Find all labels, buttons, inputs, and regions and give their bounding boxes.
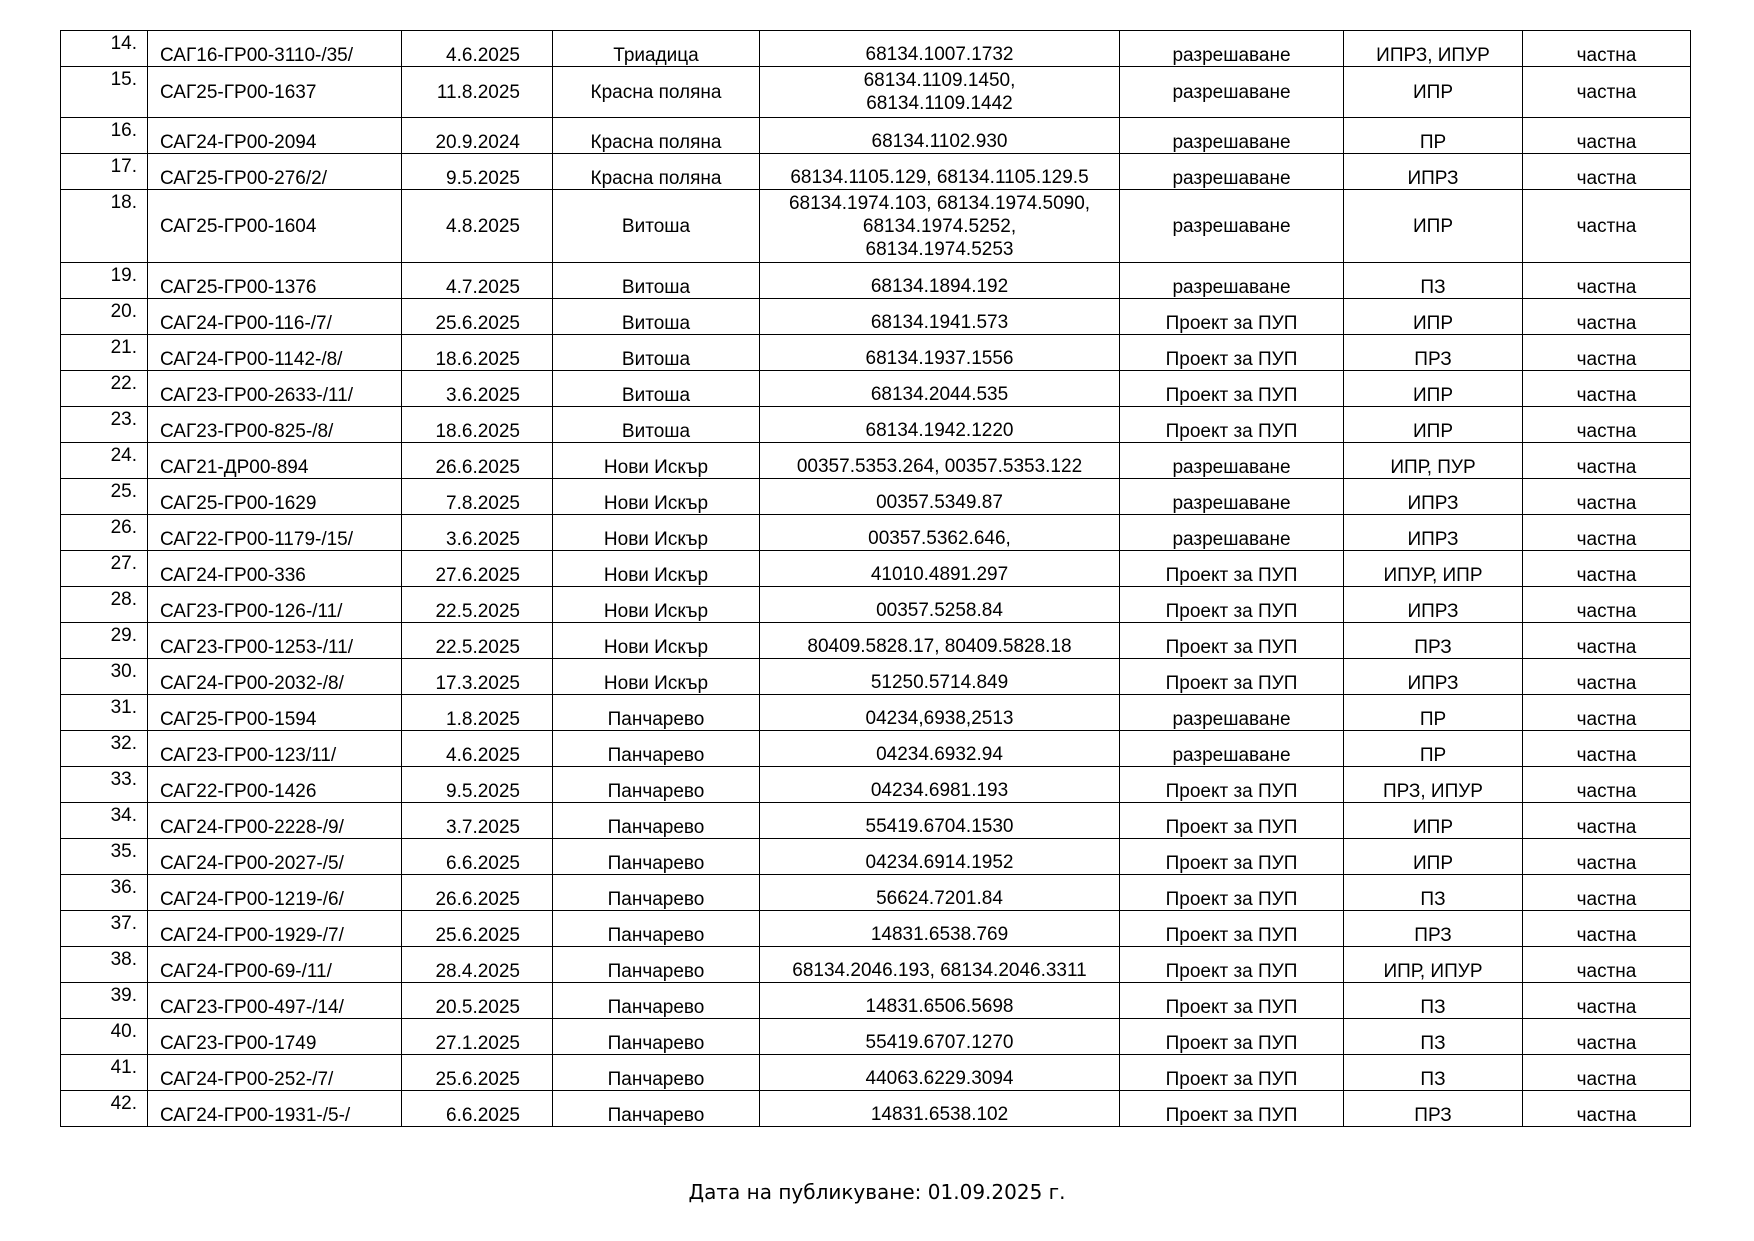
- district-cell: Нови Искър: [553, 623, 760, 659]
- file-number: САГ25-ГР00-276/2/: [148, 154, 402, 190]
- ownership-cell: частна: [1523, 1055, 1691, 1091]
- ownership-cell: частна: [1523, 67, 1691, 118]
- parcels-cell: 68134.1102.930: [760, 118, 1120, 154]
- table-row: [61, 659, 1691, 695]
- row-number: 20.: [61, 299, 148, 335]
- stage-cell: разрешаване: [1120, 515, 1344, 551]
- district-cell: Витоша: [553, 299, 760, 335]
- row-number: 38.: [61, 947, 148, 983]
- district-cell: Витоша: [553, 371, 760, 407]
- row-number: 27.: [61, 551, 148, 587]
- date-cell: 20.9.2024: [402, 118, 553, 154]
- district-cell: Витоша: [553, 335, 760, 371]
- district-cell: Витоша: [553, 407, 760, 443]
- ownership-cell: частна: [1523, 118, 1691, 154]
- parcels-cell: 04234.6981.193: [760, 767, 1120, 803]
- row-number: 24.: [61, 443, 148, 479]
- plan-type-cell: ПЗ: [1344, 1019, 1523, 1055]
- plan-type-cell: ИПРЗ: [1344, 154, 1523, 190]
- date-cell: 17.3.2025: [402, 659, 553, 695]
- date-cell: 4.6.2025: [402, 731, 553, 767]
- stage-cell: Проект за ПУП: [1120, 911, 1344, 947]
- date-cell: 9.5.2025: [402, 767, 553, 803]
- table-body: [61, 31, 1691, 1127]
- parcels-cell: 14831.6538.102: [760, 1091, 1120, 1127]
- date-cell: 11.8.2025: [402, 67, 553, 118]
- parcels-cell: 14831.6506.5698: [760, 983, 1120, 1019]
- row-number: 29.: [61, 623, 148, 659]
- row-number: 22.: [61, 371, 148, 407]
- parcels-cell: 04234.6914.1952: [760, 839, 1120, 875]
- stage-cell: разрешаване: [1120, 263, 1344, 299]
- plan-type-cell: ИПР: [1344, 190, 1523, 263]
- row-number: 40.: [61, 1019, 148, 1055]
- plan-type-cell: ПРЗ: [1344, 911, 1523, 947]
- table-row: [61, 443, 1691, 479]
- file-number: САГ24-ГР00-2228-/9/: [148, 803, 402, 839]
- stage-cell: разрешаване: [1120, 154, 1344, 190]
- registry-table: [60, 30, 1691, 1127]
- district-cell: Нови Искър: [553, 659, 760, 695]
- date-cell: 25.6.2025: [402, 1055, 553, 1091]
- ownership-cell: частна: [1523, 31, 1691, 67]
- table-row: [61, 479, 1691, 515]
- parcels-cell: 51250.5714.849: [760, 659, 1120, 695]
- date-cell: 4.8.2025: [402, 190, 553, 263]
- ownership-cell: частна: [1523, 1091, 1691, 1127]
- parcels-cell: 00357.5362.646,: [760, 515, 1120, 551]
- table-row: [61, 695, 1691, 731]
- file-number: САГ24-ГР00-69-/11/: [148, 947, 402, 983]
- row-number: 17.: [61, 154, 148, 190]
- table-row: [61, 371, 1691, 407]
- district-cell: Панчарево: [553, 875, 760, 911]
- table-row: [61, 154, 1691, 190]
- row-number: 25.: [61, 479, 148, 515]
- parcels-cell: 68134.1109.1450, 68134.1109.1442: [760, 67, 1120, 118]
- file-number: САГ16-ГР00-3110-/35/: [148, 31, 402, 67]
- row-number: 35.: [61, 839, 148, 875]
- district-cell: Нови Искър: [553, 551, 760, 587]
- district-cell: Панчарево: [553, 1019, 760, 1055]
- file-number: САГ24-ГР00-1219-/6/: [148, 875, 402, 911]
- parcels-cell: 55419.6707.1270: [760, 1019, 1120, 1055]
- row-number: 36.: [61, 875, 148, 911]
- stage-cell: Проект за ПУП: [1120, 371, 1344, 407]
- parcels-cell: 56624.7201.84: [760, 875, 1120, 911]
- row-number: 30.: [61, 659, 148, 695]
- date-cell: 6.6.2025: [402, 839, 553, 875]
- plan-type-cell: ПЗ: [1344, 263, 1523, 299]
- row-number: 26.: [61, 515, 148, 551]
- table-row: [61, 803, 1691, 839]
- parcels-cell: 68134.1007.1732: [760, 31, 1120, 67]
- date-cell: 27.1.2025: [402, 1019, 553, 1055]
- row-number: 37.: [61, 911, 148, 947]
- ownership-cell: частна: [1523, 515, 1691, 551]
- district-cell: Нови Искър: [553, 515, 760, 551]
- district-cell: Нови Искър: [553, 479, 760, 515]
- file-number: САГ22-ГР00-1426: [148, 767, 402, 803]
- row-number: 18.: [61, 190, 148, 263]
- stage-cell: разрешаване: [1120, 731, 1344, 767]
- file-number: САГ23-ГР00-1749: [148, 1019, 402, 1055]
- plan-type-cell: ИПРЗ, ИПУР: [1344, 31, 1523, 67]
- table-row: [61, 587, 1691, 623]
- file-number: САГ25-ГР00-1629: [148, 479, 402, 515]
- parcels-cell: 68134.2044.535: [760, 371, 1120, 407]
- district-cell: Панчарево: [553, 731, 760, 767]
- stage-cell: разрешаване: [1120, 479, 1344, 515]
- stage-cell: Проект за ПУП: [1120, 1019, 1344, 1055]
- ownership-cell: частна: [1523, 154, 1691, 190]
- date-cell: 26.6.2025: [402, 443, 553, 479]
- date-cell: 27.6.2025: [402, 551, 553, 587]
- row-number: 42.: [61, 1091, 148, 1127]
- row-number: 34.: [61, 803, 148, 839]
- ownership-cell: частна: [1523, 190, 1691, 263]
- parcels-cell: 41010.4891.297: [760, 551, 1120, 587]
- parcels-cell: 80409.5828.17, 80409.5828.18: [760, 623, 1120, 659]
- district-cell: Триадица: [553, 31, 760, 67]
- district-cell: Панчарево: [553, 947, 760, 983]
- file-number: САГ24-ГР00-252-/7/: [148, 1055, 402, 1091]
- file-number: САГ23-ГР00-2633-/11/: [148, 371, 402, 407]
- parcels-cell: 68134.1942.1220: [760, 407, 1120, 443]
- stage-cell: Проект за ПУП: [1120, 767, 1344, 803]
- table-row: [61, 263, 1691, 299]
- ownership-cell: частна: [1523, 731, 1691, 767]
- row-number: 19.: [61, 263, 148, 299]
- date-cell: 18.6.2025: [402, 335, 553, 371]
- row-number: 31.: [61, 695, 148, 731]
- ownership-cell: частна: [1523, 371, 1691, 407]
- parcels-cell: 68134.2046.193, 68134.2046.3311: [760, 947, 1120, 983]
- file-number: САГ23-ГР00-123/11/: [148, 731, 402, 767]
- stage-cell: Проект за ПУП: [1120, 407, 1344, 443]
- parcels-cell: 04234,6938,2513: [760, 695, 1120, 731]
- row-number: 33.: [61, 767, 148, 803]
- stage-cell: Проект за ПУП: [1120, 1055, 1344, 1091]
- plan-type-cell: ИПРЗ: [1344, 479, 1523, 515]
- table-row: [61, 1091, 1691, 1127]
- district-cell: Панчарево: [553, 767, 760, 803]
- parcels-cell: 00357.5258.84: [760, 587, 1120, 623]
- file-number: САГ23-ГР00-497-/14/: [148, 983, 402, 1019]
- district-cell: Красна поляна: [553, 118, 760, 154]
- parcels-cell: 14831.6538.769: [760, 911, 1120, 947]
- table-row: [61, 299, 1691, 335]
- stage-cell: Проект за ПУП: [1120, 659, 1344, 695]
- stage-cell: Проект за ПУП: [1120, 803, 1344, 839]
- plan-type-cell: ИПРЗ: [1344, 515, 1523, 551]
- district-cell: Нови Искър: [553, 587, 760, 623]
- stage-cell: разрешаване: [1120, 695, 1344, 731]
- table-row: [61, 31, 1691, 67]
- publication-date: Дата на публикуване: 01.09.2025 г.: [688, 1180, 1066, 1204]
- table-row: [61, 67, 1691, 118]
- district-cell: Нови Искър: [553, 443, 760, 479]
- date-cell: 3.7.2025: [402, 803, 553, 839]
- table-row: [61, 407, 1691, 443]
- plan-type-cell: ИПР: [1344, 67, 1523, 118]
- district-cell: Панчарево: [553, 695, 760, 731]
- plan-type-cell: ПРЗ, ИПУР: [1344, 767, 1523, 803]
- stage-cell: разрешаване: [1120, 118, 1344, 154]
- ownership-cell: частна: [1523, 407, 1691, 443]
- file-number: САГ25-ГР00-1376: [148, 263, 402, 299]
- date-cell: 7.8.2025: [402, 479, 553, 515]
- ownership-cell: частна: [1523, 803, 1691, 839]
- parcels-cell: 68134.1941.573: [760, 299, 1120, 335]
- plan-type-cell: ИПР: [1344, 371, 1523, 407]
- district-cell: Панчарево: [553, 803, 760, 839]
- file-number: САГ25-ГР00-1637: [148, 67, 402, 118]
- plan-type-cell: ИПР, ИПУР: [1344, 947, 1523, 983]
- stage-cell: Проект за ПУП: [1120, 623, 1344, 659]
- plan-type-cell: ИПР: [1344, 839, 1523, 875]
- ownership-cell: частна: [1523, 479, 1691, 515]
- row-number: 23.: [61, 407, 148, 443]
- table-row: [61, 190, 1691, 263]
- date-cell: 4.6.2025: [402, 31, 553, 67]
- district-cell: Красна поляна: [553, 154, 760, 190]
- date-cell: 25.6.2025: [402, 911, 553, 947]
- file-number: САГ24-ГР00-336: [148, 551, 402, 587]
- district-cell: Витоша: [553, 190, 760, 263]
- stage-cell: разрешаване: [1120, 67, 1344, 118]
- stage-cell: Проект за ПУП: [1120, 551, 1344, 587]
- ownership-cell: частна: [1523, 1019, 1691, 1055]
- file-number: САГ24-ГР00-2094: [148, 118, 402, 154]
- ownership-cell: частна: [1523, 551, 1691, 587]
- ownership-cell: частна: [1523, 695, 1691, 731]
- stage-cell: Проект за ПУП: [1120, 335, 1344, 371]
- district-cell: Панчарево: [553, 911, 760, 947]
- file-number: САГ24-ГР00-1929-/7/: [148, 911, 402, 947]
- plan-type-cell: ПЗ: [1344, 1055, 1523, 1091]
- table-row: [61, 515, 1691, 551]
- ownership-cell: частна: [1523, 911, 1691, 947]
- stage-cell: разрешаване: [1120, 443, 1344, 479]
- ownership-cell: частна: [1523, 875, 1691, 911]
- row-number: 28.: [61, 587, 148, 623]
- parcels-cell: 68134.1894.192: [760, 263, 1120, 299]
- parcels-cell: 68134.1937.1556: [760, 335, 1120, 371]
- district-cell: Красна поляна: [553, 67, 760, 118]
- plan-type-cell: ПР: [1344, 118, 1523, 154]
- parcels-cell: 55419.6704.1530: [760, 803, 1120, 839]
- stage-cell: Проект за ПУП: [1120, 1091, 1344, 1127]
- plan-type-cell: ПЗ: [1344, 983, 1523, 1019]
- ownership-cell: частна: [1523, 335, 1691, 371]
- date-cell: 1.8.2025: [402, 695, 553, 731]
- date-cell: 25.6.2025: [402, 299, 553, 335]
- ownership-cell: частна: [1523, 263, 1691, 299]
- date-cell: 22.5.2025: [402, 587, 553, 623]
- ownership-cell: частна: [1523, 659, 1691, 695]
- date-cell: 3.6.2025: [402, 371, 553, 407]
- stage-cell: Проект за ПУП: [1120, 587, 1344, 623]
- plan-type-cell: ИПУР, ИПР: [1344, 551, 1523, 587]
- row-number: 15.: [61, 67, 148, 118]
- stage-cell: разрешаване: [1120, 31, 1344, 67]
- table-row: [61, 1019, 1691, 1055]
- stage-cell: Проект за ПУП: [1120, 299, 1344, 335]
- file-number: САГ25-ГР00-1604: [148, 190, 402, 263]
- row-number: 16.: [61, 118, 148, 154]
- date-cell: 22.5.2025: [402, 623, 553, 659]
- parcels-cell: 68134.1974.103, 68134.1974.5090, 68134.1974.5252, 68134.1974.5253: [760, 190, 1120, 263]
- ownership-cell: частна: [1523, 983, 1691, 1019]
- parcels-cell: 44063.6229.3094: [760, 1055, 1120, 1091]
- ownership-cell: частна: [1523, 587, 1691, 623]
- parcels-cell: 68134.1105.129, 68134.1105.129.5: [760, 154, 1120, 190]
- file-number: САГ23-ГР00-1253-/11/: [148, 623, 402, 659]
- ownership-cell: частна: [1523, 623, 1691, 659]
- stage-cell: разрешаване: [1120, 190, 1344, 263]
- file-number: САГ23-ГР00-126-/11/: [148, 587, 402, 623]
- plan-type-cell: ПРЗ: [1344, 1091, 1523, 1127]
- plan-type-cell: ИПР, ПУР: [1344, 443, 1523, 479]
- table-row: [61, 875, 1691, 911]
- row-number: 41.: [61, 1055, 148, 1091]
- date-cell: 9.5.2025: [402, 154, 553, 190]
- district-cell: Панчарево: [553, 1055, 760, 1091]
- date-cell: 26.6.2025: [402, 875, 553, 911]
- plan-type-cell: ИПР: [1344, 803, 1523, 839]
- plan-type-cell: ПРЗ: [1344, 335, 1523, 371]
- plan-type-cell: ИПР: [1344, 299, 1523, 335]
- district-cell: Панчарево: [553, 983, 760, 1019]
- parcels-cell: 00357.5349.87: [760, 479, 1120, 515]
- table-row: [61, 551, 1691, 587]
- district-cell: Панчарево: [553, 839, 760, 875]
- plan-type-cell: ПР: [1344, 731, 1523, 767]
- table-row: [61, 947, 1691, 983]
- plan-type-cell: ИПРЗ: [1344, 659, 1523, 695]
- table-row: [61, 839, 1691, 875]
- date-cell: 3.6.2025: [402, 515, 553, 551]
- stage-cell: Проект за ПУП: [1120, 947, 1344, 983]
- date-cell: 18.6.2025: [402, 407, 553, 443]
- table-row: [61, 118, 1691, 154]
- plan-type-cell: ПЗ: [1344, 875, 1523, 911]
- table-row: [61, 1055, 1691, 1091]
- plan-type-cell: ИПР: [1344, 407, 1523, 443]
- file-number: САГ24-ГР00-2027-/5/: [148, 839, 402, 875]
- ownership-cell: частна: [1523, 767, 1691, 803]
- row-number: 39.: [61, 983, 148, 1019]
- date-cell: 28.4.2025: [402, 947, 553, 983]
- table-row: [61, 767, 1691, 803]
- stage-cell: Проект за ПУП: [1120, 839, 1344, 875]
- table-row: [61, 911, 1691, 947]
- file-number: САГ24-ГР00-1142-/8/: [148, 335, 402, 371]
- stage-cell: Проект за ПУП: [1120, 875, 1344, 911]
- parcels-cell: 00357.5353.264, 00357.5353.122: [760, 443, 1120, 479]
- row-number: 32.: [61, 731, 148, 767]
- district-cell: Витоша: [553, 263, 760, 299]
- date-cell: 6.6.2025: [402, 1091, 553, 1127]
- file-number: САГ25-ГР00-1594: [148, 695, 402, 731]
- row-number: 21.: [61, 335, 148, 371]
- table-row: [61, 731, 1691, 767]
- file-number: САГ24-ГР00-2032-/8/: [148, 659, 402, 695]
- date-cell: 4.7.2025: [402, 263, 553, 299]
- file-number: САГ24-ГР00-1931-/5-/: [148, 1091, 402, 1127]
- table-row: [61, 983, 1691, 1019]
- ownership-cell: частна: [1523, 443, 1691, 479]
- parcels-cell: 04234.6932.94: [760, 731, 1120, 767]
- table-row: [61, 335, 1691, 371]
- table-row: [61, 623, 1691, 659]
- file-number: САГ21-ДР00-894: [148, 443, 402, 479]
- plan-type-cell: ПР: [1344, 695, 1523, 731]
- file-number: САГ22-ГР00-1179-/15/: [148, 515, 402, 551]
- stage-cell: Проект за ПУП: [1120, 983, 1344, 1019]
- ownership-cell: частна: [1523, 839, 1691, 875]
- date-cell: 20.5.2025: [402, 983, 553, 1019]
- file-number: САГ24-ГР00-116-/7/: [148, 299, 402, 335]
- plan-type-cell: ИПРЗ: [1344, 587, 1523, 623]
- ownership-cell: частна: [1523, 299, 1691, 335]
- ownership-cell: частна: [1523, 947, 1691, 983]
- file-number: САГ23-ГР00-825-/8/: [148, 407, 402, 443]
- plan-type-cell: ПРЗ: [1344, 623, 1523, 659]
- district-cell: Панчарево: [553, 1091, 760, 1127]
- row-number: 14.: [61, 31, 148, 67]
